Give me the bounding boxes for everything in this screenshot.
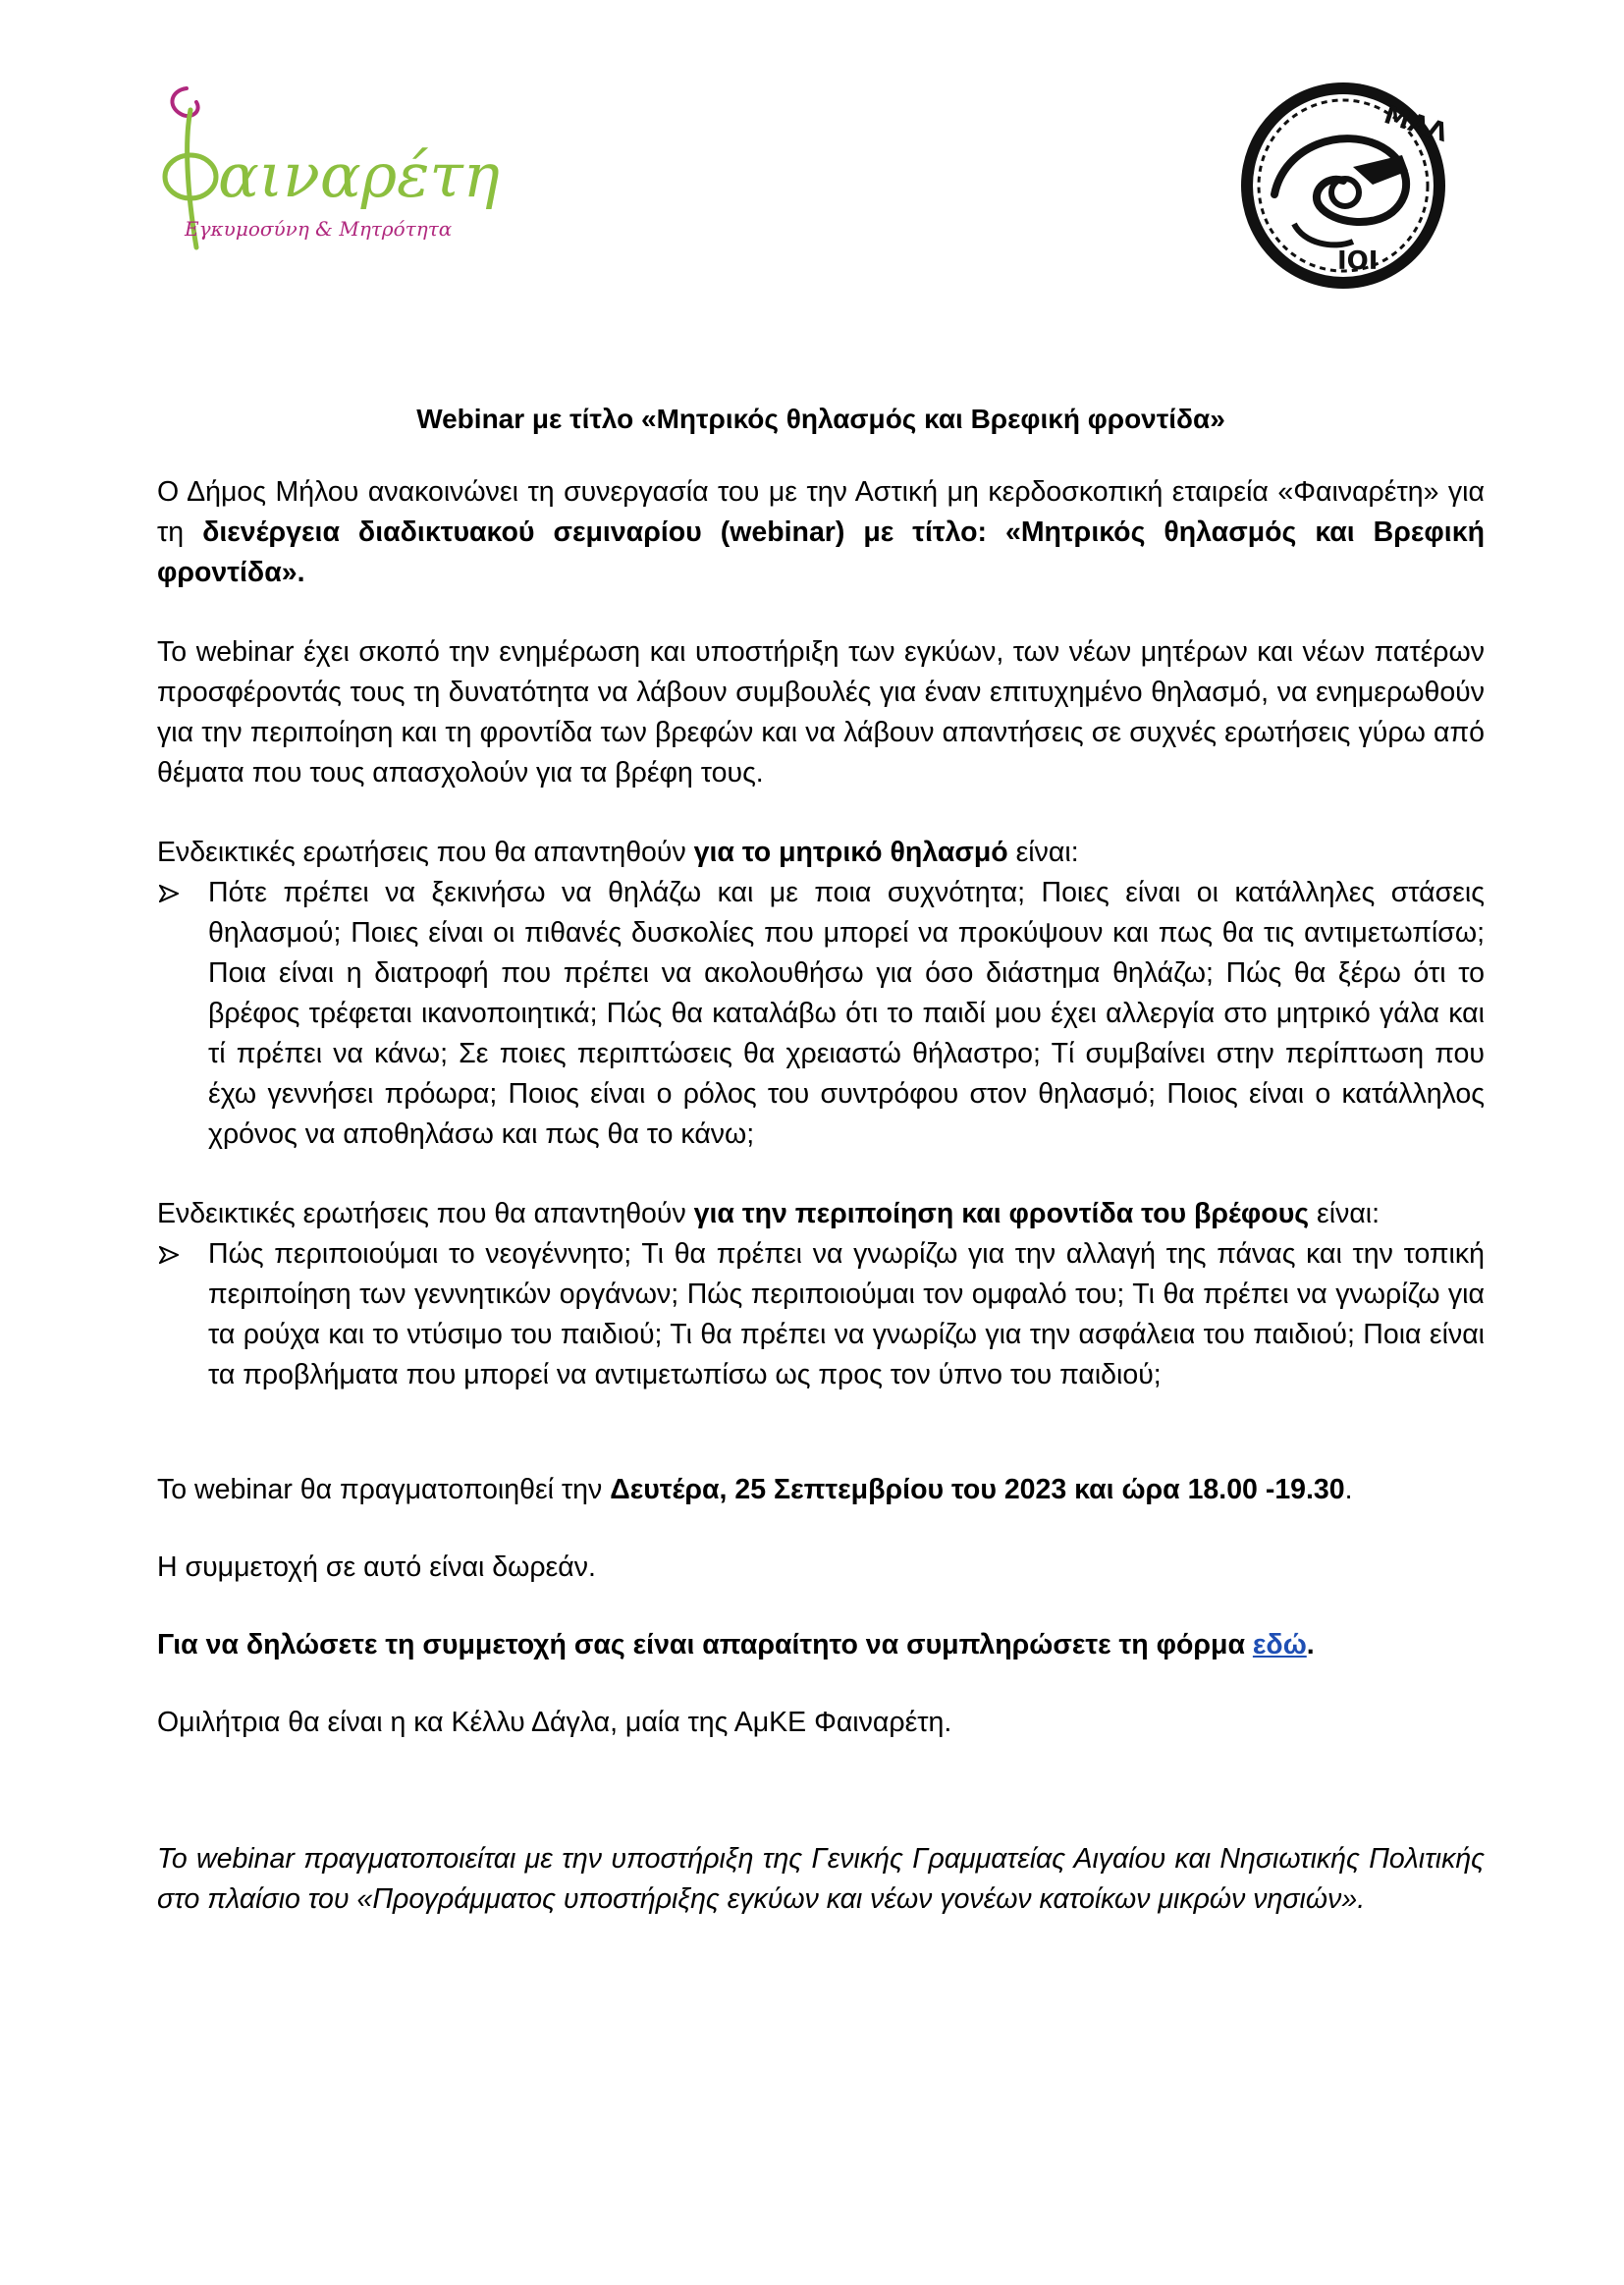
care-lead-bold: για την περιποίηση και φροντίδα του βρέφους [693,1198,1310,1229]
arrow-bullet-icon [157,1234,208,1395]
breastfeeding-lead-end: είναι: [1007,837,1079,868]
schedule-end: . [1344,1474,1353,1505]
intro-bold-text: διενέργεια διαδικτυακού σεμιναρίου (webinar) με τίτλο: «Μητρικός θηλασμός και Βρεφική φροντίδα». [157,517,1486,588]
intro-paragraph [157,472,1485,593]
breastfeeding-questions-text: Πότε πρέπει να ξεκινήσω να θηλάζω και με ποια συχνότητα; Ποιες είναι οι κατάλληλες στάσεις θηλασμού; Ποιες είναι οι πιθανές δυσκολίες που μπορεί να προκύψουν και πως θα τις αντιμετωπίσω; Ποια είναι η διατροφή που πρέπει να ακολουθήσω για όσο διάστημα θηλάζω; Πώς θα ξέρω ότι το βρέφος τρέφεται ικανοποιητικά; Πώς θα καταλάβω ότι το παιδί μου έχει αλλεργία στο μητρικό γάλα και τί πρέπει να κάνω; Σε ποιες περιπτώσεις θα χρειαστώ θήλαστρο; Τί συμβαίνει στην περίπτωση που έχω γεννήσει πρόωρα; Ποιος είναι ο ρόλος του συντρόφου στον θηλασμό; Ποιος είναι ο κατάλληλος χρόνος να αποθηλάσω και πως θα το κάνω; [208,877,1485,1150]
breastfeeding-lead [157,833,1485,873]
registration-form-link[interactable]: εδώ [1252,1629,1307,1660]
list-item [157,1234,1485,1395]
list-item [157,873,1485,1155]
svg-text:ΜΑΛ: ΜΑΛ [1380,100,1451,149]
brand-wordmark: αιναρέτη [218,139,500,211]
registration-paragraph [157,1625,1485,1665]
schedule-paragraph [157,1470,1485,1510]
care-lead-text: Ενδεικτικές ερωτήσεις που θα απαντηθούν [157,1198,694,1229]
care-question-list [157,1234,1485,1395]
free-participation-paragraph: Η συμμετοχή σε αυτό είναι δωρεάν. [157,1551,596,1583]
document-title: Webinar με τίτλο «Μητρικός θηλασμός και Βρεφική φροντίδα» [416,404,1225,434]
speaker-paragraph: Ομιλήτρια θα είναι η κα Κέλλυ Δάγλα, μαία της ΑμΚΕ Φαιναρέτη. [157,1707,952,1738]
schedule-date-time: Δευτέρα, 25 Σεπτεμβρίου του 2023 και ώρα 18.00 -19.30 [610,1474,1345,1505]
breastfeeding-question-list [157,873,1485,1155]
registration-end: . [1306,1629,1315,1660]
registration-text: Για να δηλώσετε τη συμμετοχή σας είναι απαραίτητο να συμπληρώσετε τη φόρμα [157,1629,1253,1660]
brand-logo-fainareti [157,81,501,262]
svg-text:ΙΟΙ: ΙΟΙ [1337,246,1379,276]
breastfeeding-lead-text: Ενδεικτικές ερωτήσεις που θα απαντηθούν [157,837,694,868]
brand-logo-graphic [157,81,501,262]
funding-note: Το webinar πραγματοποιείται με την υποστήριξη της Γενικής Γραμματείας Αιγαίου και Νησιωτικής Πολιτικής στο πλαίσιο του «Προγράμματος υποστήριξης εγκύων και νέων γονέων κατοίκων μικρών νησιών». [157,1843,1485,1915]
announcement-body [157,399,1485,1920]
intro-text: Ο Δήμος Μήλου ανακοινώνει τη συνεργασία του με την Αστική μη κερδοσκοπική εταιρεία «Φαιναρέτη» για τη [157,476,1485,548]
breastfeeding-lead-bold: για το μητρικό θηλασμό [693,837,1008,868]
coin-seal-graphic [1235,77,1451,295]
care-questions-text: Πώς περιποιούμαι το νεογέννητο; Τι θα πρέπει να γνωρίζω για την αλλαγή της πάνας και την τοπική περιποίηση των γεννητικών οργάνων; Πώς περιποιούμαι τον ομφαλό του; Τι θα πρέπει να γνωρίζω για τα ρούχα και το ντύσιμο του παιδιού; Τι θα πρέπει να γνωρίζω για την ασφάλεια του παιδιού; Ποια είναι τα προβλήματα που μπορεί να αντιμετωπίσω ως προς τον ύπνο του παιδιού; [208,1238,1485,1390]
purpose-paragraph: Το webinar έχει σκοπό την ενημέρωση και υποστήριξη των εγκύων, των νέων μητέρων και νέων πατέρων προσφέροντάς τους τη δυνατότητα να λάβουν συμβουλές για έναν επιτυχημένο θηλασμό, να ενημερωθούν για την περιποίηση και τη φροντίδα των βρεφών και να λάβουν απαντήσεις σε συχνές ερωτήσεις γύρω από θέματα που τους απασχολούν για τα βρέφη τους. [157,636,1485,789]
care-lead-end: είναι: [1309,1198,1380,1229]
municipality-coin-seal [1235,77,1451,295]
schedule-text: Το webinar θα πραγματοποιηθεί την [157,1474,611,1505]
care-lead [157,1194,1485,1234]
brand-tagline: Εγκυμοσύνη & Μητρότητα [185,217,453,241]
arrow-bullet-icon [157,873,208,1155]
